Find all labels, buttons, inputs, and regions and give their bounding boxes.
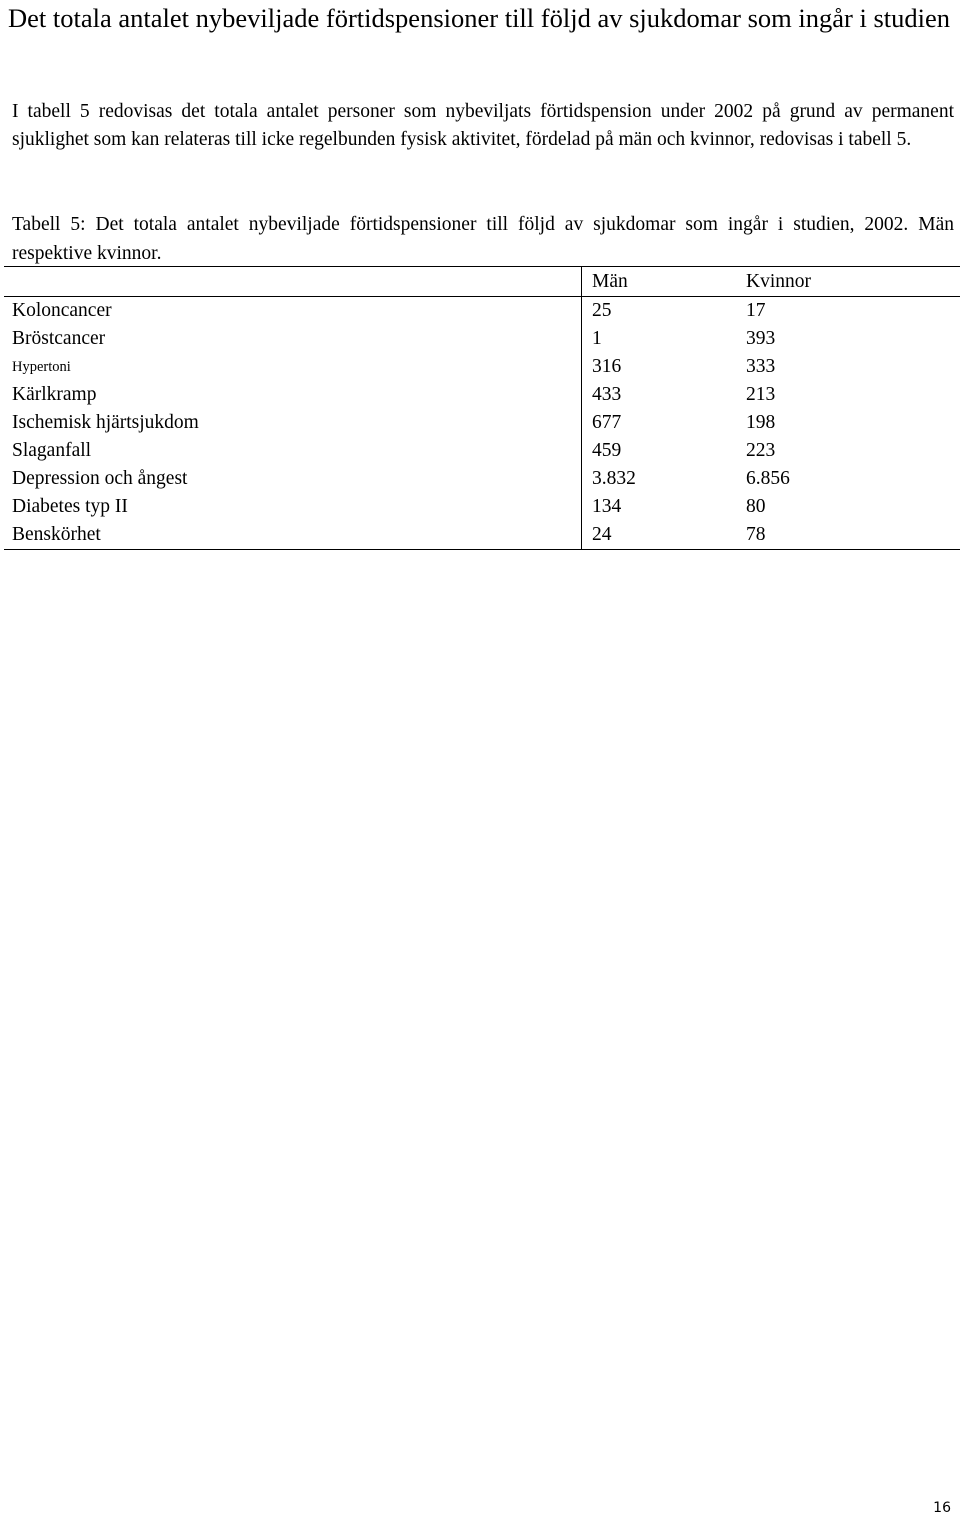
cell-kvinnor: 333 — [746, 356, 776, 377]
cell-kvinnor: 80 — [746, 496, 766, 517]
table-row — [4, 493, 960, 521]
cell-kvinnor: 198 — [746, 412, 776, 433]
table-row — [4, 465, 960, 493]
table-row — [4, 297, 960, 326]
cell-man: 433 — [582, 381, 739, 409]
cell-kvinnor: 78 — [746, 524, 766, 545]
row-label: Benskörhet — [12, 524, 101, 545]
cell-man: 1 — [582, 325, 739, 353]
column-header-man: Män — [582, 267, 739, 297]
cell-man: 316 — [582, 353, 739, 381]
cell-man: 677 — [582, 409, 739, 437]
row-label: Bröstcancer — [12, 328, 106, 349]
column-header-kvinnor: Kvinnor — [746, 270, 811, 292]
body-paragraph: I tabell 5 redovisas det totala antalet personer som nybeviljats förtidspension under 2002 på grund av permanent sjuklighet som kan relateras till icke regelbunden fysisk aktivitet, fördelad på män och kvinnor, redovisas i tabell 5. — [12, 101, 954, 150]
row-label: Kärlkramp — [12, 384, 97, 405]
cell-man: 25 — [582, 297, 739, 326]
row-label: Depression och ångest — [12, 468, 188, 489]
table-row — [4, 353, 960, 381]
cell-kvinnor: 393 — [746, 328, 776, 349]
row-label: Koloncancer — [12, 300, 112, 321]
cell-man: 3.832 — [582, 465, 739, 493]
row-label: Ischemisk hjärtsjukdom — [12, 412, 199, 433]
cell-man: 459 — [582, 437, 739, 465]
table-row — [4, 409, 960, 437]
table-row — [4, 325, 960, 353]
table-header-row — [4, 267, 960, 297]
table-caption: Tabell 5: Det totala antalet nybeviljade förtidspensioner till följd av sjukdomar som ingår i studien, 2002. Män respektive kvinnor. — [12, 214, 954, 264]
row-label: Diabetes typ II — [12, 496, 128, 517]
table-row — [4, 521, 960, 550]
cell-kvinnor: 223 — [746, 440, 776, 461]
cell-kvinnor: 213 — [746, 384, 776, 405]
cell-kvinnor: 6.856 — [746, 468, 790, 489]
row-label: Hypertoni — [12, 359, 71, 375]
column-header-label — [4, 267, 582, 297]
cell-man: 24 — [582, 521, 739, 550]
table-row — [4, 381, 960, 409]
table-row — [4, 437, 960, 465]
row-label: Slaganfall — [12, 440, 92, 461]
cell-man: 134 — [582, 493, 739, 521]
section-heading: Det totala antalet nybeviljade förtidspensioner till följd av sjukdomar som ingår i studien — [8, 3, 951, 33]
page-number: 16 — [933, 1500, 951, 1516]
cell-kvinnor: 17 — [746, 300, 766, 321]
data-table — [4, 266, 960, 550]
